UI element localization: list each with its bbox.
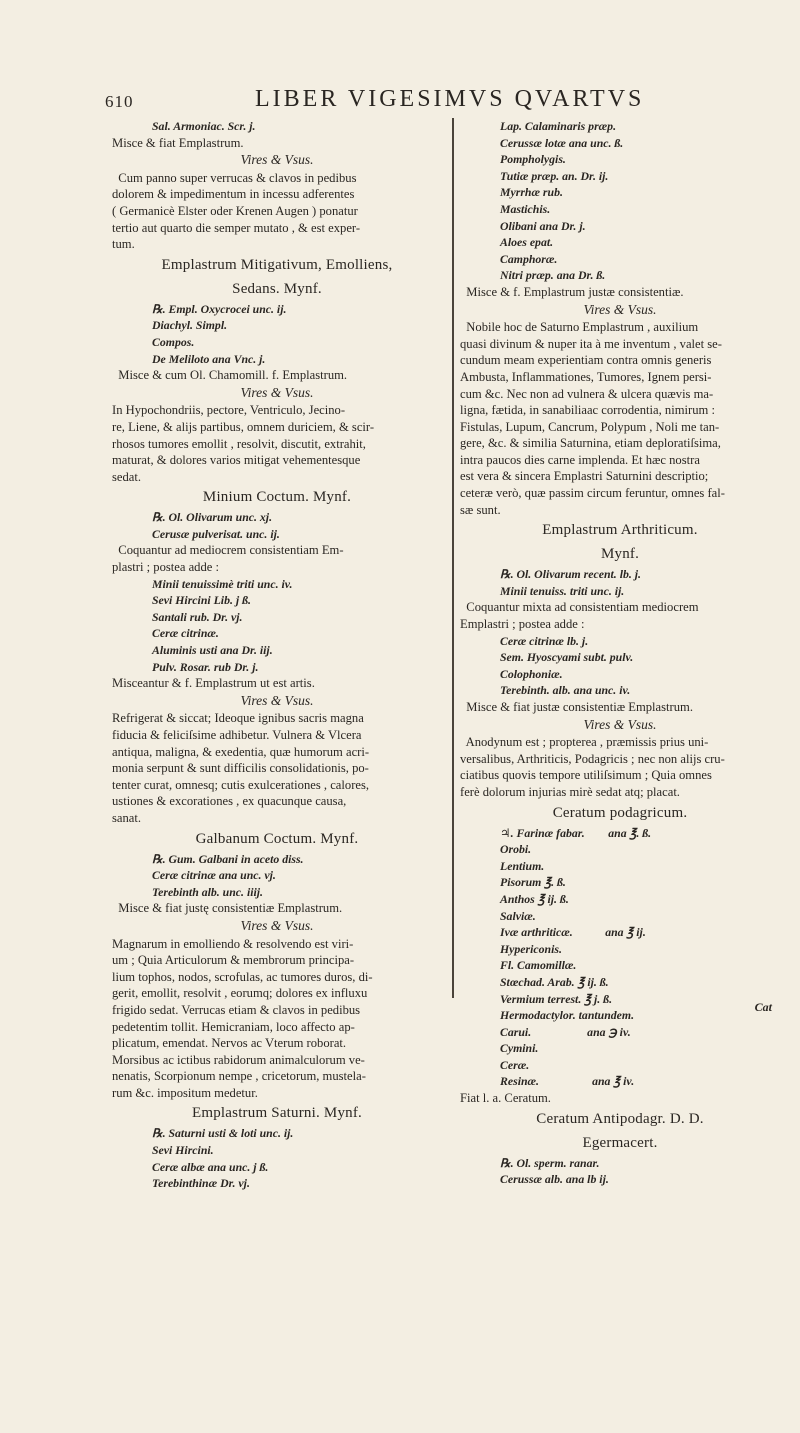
text-line: nenatis, Scorpionum nempe , cricetorum, mustela- — [112, 1069, 366, 1084]
ingredient-line: Pisorum ℥. ß. — [500, 875, 566, 890]
ingredient-line: Vermium terrest. ℥ j. ß. — [500, 991, 613, 1006]
text-line: antiqua, maligna, & exedentia, quæ humorum acri- — [112, 744, 370, 759]
ingredient-line: ♃. Farinæ fabar. ana ℥. ß. — [500, 825, 652, 840]
text-line: In Hypochondriis, pectore, Ventriculo, Jecino- — [112, 403, 346, 418]
recipe-title: Emplastrum Arthriticum. — [542, 522, 698, 539]
text-line: Fiat l. a. Ceratum. — [460, 1091, 551, 1106]
text-line: Misce & f. Emplastrum justæ consistentiæ. — [460, 284, 684, 299]
ingredient-line: Cerussæ lotæ ana unc. ß. — [500, 135, 624, 150]
text-line: est vera & sincera Emplastri Saturnini descriptio; — [460, 469, 709, 484]
ingredient-line: Tutiæ præp. an. Dr. ij. — [500, 168, 609, 183]
text-line: Magnarum in emolliendo & resolvendo est viri- — [112, 936, 354, 951]
ingredient-line: Sevi Hircini. — [152, 1143, 214, 1158]
text-line: Nobile hoc de Saturno Emplastrum , auxilium — [460, 320, 699, 335]
ingredient-line: Terebinth. alb. ana unc. iv. — [500, 683, 631, 698]
ingredient-line: Pulv. Rosar. rub Dr. j. — [152, 659, 259, 674]
ingredient-line: Ivæ arthriticæ. ana ℥ ij. — [500, 925, 646, 940]
text-line: Morsibus ac ictibus rabidorum animalculorum ve- — [112, 1052, 365, 1067]
section-heading: Vires & Vsus. — [583, 716, 657, 732]
section-heading: Vires & Vsus. — [240, 384, 314, 400]
text-line: monia serpunt & sunt difficilis consolidationis, po- — [112, 761, 369, 776]
text-line: maturat, & dolores varios mitigat vehementesque — [112, 453, 361, 468]
recipe-title: Emplastrum Mitigativum, Emolliens, — [161, 256, 393, 273]
text-line: rum &c. impositum medetur. — [112, 1085, 258, 1100]
ingredient-line: Ceræ. — [500, 1057, 530, 1072]
text-line: tum. — [112, 237, 135, 252]
ingredient-line: ℞. Ol. Olivarum unc. xj. — [152, 510, 273, 525]
ingredient-line: Sal. Armoniac. Scr. j. — [152, 119, 256, 133]
ingredient-line: Ceræ citrinæ ana unc. vj. — [152, 868, 276, 883]
running-header — [105, 86, 770, 116]
text-line: gerit, emollit, resolvit , eorumq; dolores ex influxu — [112, 986, 368, 1001]
text-line: cum &c. Nec non ad vulnera & ulcera quævis ma- — [460, 386, 714, 401]
text-line: tertio aut quarto die semper mutato , & est exper- — [112, 220, 361, 235]
ingredient-line: ℞. Gum. Galbani in aceto diss. — [152, 851, 304, 866]
ingredient-line: ℞. Ol. Olivarum recent. lb. j. — [500, 567, 641, 582]
ingredient-line: Nitri præp. ana Dr. ß. — [500, 268, 606, 283]
page-number: 610 — [105, 92, 134, 111]
recipe-title: Sedans. Mynf. — [232, 280, 322, 297]
text-line: dolorem & impedimentum in incessu adferentes — [112, 187, 355, 202]
section-heading: Vires & Vsus. — [240, 692, 314, 708]
ingredient-line: Salviæ. — [500, 908, 536, 923]
recipe-title: Minium Coctum. Mynf. — [202, 489, 352, 506]
text-line: plastri ; postea adde : — [112, 560, 220, 575]
text-line: cundum meam experientiam contra omnis generis — [460, 353, 712, 368]
text-line: ( Germanicè Elster oder Krenen Augen ) ponatur — [112, 203, 358, 218]
ingredient-line: Orobi. — [500, 842, 532, 857]
running-title: LIBER VIGESIMVS QVARTVS — [255, 86, 645, 112]
ingredient-line: De Meliloto ana Vnc. j. — [152, 351, 266, 366]
ingredient-line: Minii tenuiss. triti unc. ij. — [500, 583, 625, 598]
text-line: ceteræ verò, quæ passim circum feruntur, omnes fal- — [460, 486, 725, 501]
ingredient-line: Cerusæ pulverisat. unc. ij. — [152, 526, 280, 541]
ingredient-line: Compos. — [152, 334, 195, 349]
text-line: Misce & fiat justę consistentiæ Emplastrum. — [112, 901, 343, 916]
text-line: Emplastri ; postea adde : — [460, 617, 585, 632]
text-line: versalibus, Arthriticis, Podagricis ; nec non alijs cru- — [460, 751, 725, 766]
text-line: frigido sedat. Verrucas etiam & clavos in pedibus — [112, 1002, 361, 1017]
text-line: Anodynum est ; propterea , præmissis prius uni- — [460, 735, 709, 750]
text-line: sedat. — [112, 469, 142, 484]
ingredient-line: Resinæ. ana ℥ iv. — [500, 1074, 635, 1089]
ingredient-line: Ceræ albæ ana unc. j ß. — [152, 1159, 269, 1174]
ingredient-line: Sem. Hyoscyami subt. pulv. — [500, 650, 634, 665]
ingredient-line: Pompholygis. — [500, 152, 566, 167]
section-heading: Vires & Vsus. — [240, 917, 314, 933]
recipe-title: Ceratum podagricum. — [552, 804, 688, 821]
ingredient-line: Terebinthinæ Dr. vj. — [152, 1176, 250, 1191]
ingredient-line: Diachyl. Simpl. — [152, 318, 228, 333]
column-divider — [452, 118, 454, 998]
ingredient-line: ℞. Saturni usti & loti unc. ij. — [152, 1126, 294, 1141]
ingredient-line: Anthos ℥ ij. ß. — [500, 891, 569, 906]
ingredient-line: Cymini. — [500, 1041, 539, 1056]
text-line: Cum panno super verrucas & clavos in pedibus — [112, 170, 357, 185]
text-line: um ; Quia Articulorum & membrorum principa- — [112, 953, 355, 968]
text-line: Misce & fiat Emplastrum. — [112, 135, 244, 150]
ingredient-line: Ceræ citrinæ. — [152, 626, 219, 641]
ingredient-line: Aloes epat. — [500, 235, 554, 250]
ingredient-line: Ceræ citrinæ lb. j. — [500, 633, 589, 648]
text-line: Coquantur mixta ad consistentiam mediocrem — [460, 600, 699, 615]
section-heading: Vires & Vsus. — [583, 301, 657, 317]
ingredient-line: Hermodactylor. tantundem. — [500, 1008, 635, 1023]
ingredient-line: Carui. ana ℈ iv. — [500, 1024, 631, 1039]
ingredient-line: Lap. Calaminaris præp. — [500, 119, 617, 133]
text-line: tenter curat, omnesq; cutis exulcerationes , calores, — [112, 777, 370, 792]
ingredient-line: Mastichis. — [500, 201, 551, 216]
text-line: Ambusta, Inflammationes, Tumores, Ignem persi- — [460, 369, 712, 384]
text-line: sæ sunt. — [460, 502, 501, 517]
catchword: Cat — [754, 1000, 772, 1014]
ingredient-line: Myrrhæ rub. — [500, 185, 563, 200]
section-heading: Vires & Vsus. — [240, 152, 314, 168]
text-line: fiducia & feliciſsime adhibetur. Vulnera & Vlcera — [112, 728, 362, 742]
text-line: ustiones & excorationes , ex quacunque causa, — [112, 794, 347, 809]
text-line: quasi divinum & nuper ita à me inventum , valet se- — [460, 336, 722, 351]
ingredient-line: ℞. Empl. Oxycrocei unc. ij. — [152, 301, 287, 316]
text-line: Coquantur ad mediocrem consistentiam Em- — [112, 543, 344, 558]
text-line: Fistulas, Lupum, Cancrum, Polypum , Noli me tan- — [460, 419, 720, 434]
text-line: plicatum, emendat. Nervos ac Vterum roborat. — [112, 1036, 347, 1051]
text-line: lium tophos, nodos, scrofulas, ac tumores duros, di- — [112, 969, 373, 984]
text-line: Misce & cum Ol. Chamomill. f. Emplastrum. — [112, 368, 348, 383]
ingredient-line: Fl. Camomillæ. — [500, 958, 577, 973]
recipe-title: Mynf. — [600, 546, 640, 563]
ingredient-line: Olibani ana Dr. j. — [500, 218, 586, 233]
text-line: gere, &c. & similia Saturnina, etiam deploratiſsima, — [460, 436, 721, 451]
recipe-title: Egermacert. — [582, 1134, 658, 1151]
text-line: ligna, fætida, in sanabiliaac corrodentia, nimirum : — [460, 403, 715, 418]
recipe-title: Emplastrum Saturni. Mynf. — [192, 1105, 362, 1122]
ingredient-line: Hypericonis. — [500, 941, 562, 956]
ingredient-line: Camphoræ. — [500, 251, 558, 266]
recipe-title: Galbanum Coctum. Mynf. — [195, 830, 359, 847]
text-line: intra paucos dies carne implenda. Et hæc nostra — [460, 452, 700, 467]
text-line: sanat. — [112, 810, 142, 825]
text-line: Misceantur & f. Emplastrum ut est artis. — [112, 676, 315, 691]
ingredient-line: Minii tenuissimè triti unc. iv. — [152, 576, 293, 591]
ingredient-line: Aluminis usti ana Dr. iij. — [152, 643, 273, 658]
text-line: Refrigerat & siccat; Ideoque ignibus sacris magna — [112, 711, 364, 726]
ingredient-line: Stœchad. Arab. ℥ ij. ß. — [500, 974, 609, 989]
text-line: Misce & fiat justæ consistentiæ Emplastrum. — [460, 700, 693, 714]
recipe-title: Ceratum Antipodagr. D. D. — [536, 1110, 704, 1127]
ingredient-line: ℞. Ol. sperm. ranar. — [500, 1155, 600, 1170]
ingredient-line: Colophoniæ. — [500, 666, 563, 681]
text-line: pedetentim tollit. Hemicraniam, loco affecto ap- — [112, 1019, 355, 1034]
text-line: re, Liene, & alijs partibus, omnem duriciem, & scir- — [112, 419, 375, 434]
ingredient-line: Santali rub. Dr. vj. — [152, 609, 243, 624]
text-line: rhosos tumores emollit , resolvit, discutit, extrahit, — [112, 436, 366, 451]
left-column — [112, 118, 442, 1192]
text-line: ferè dolorum injurias mirè sedat atq; placat. — [460, 784, 680, 799]
right-column — [460, 118, 780, 1188]
ingredient-line: Terebinth alb. unc. iiij. — [152, 884, 263, 899]
ingredient-line: Lentium. — [500, 858, 545, 873]
ingredient-line: Cerussæ alb. ana lb ij. — [500, 1172, 609, 1187]
text-line: ciatibus quovis tempore utiliſsimum ; Quia omnes — [460, 768, 712, 783]
ingredient-line: Sevi Hircini Lib. j ß. — [152, 593, 251, 608]
